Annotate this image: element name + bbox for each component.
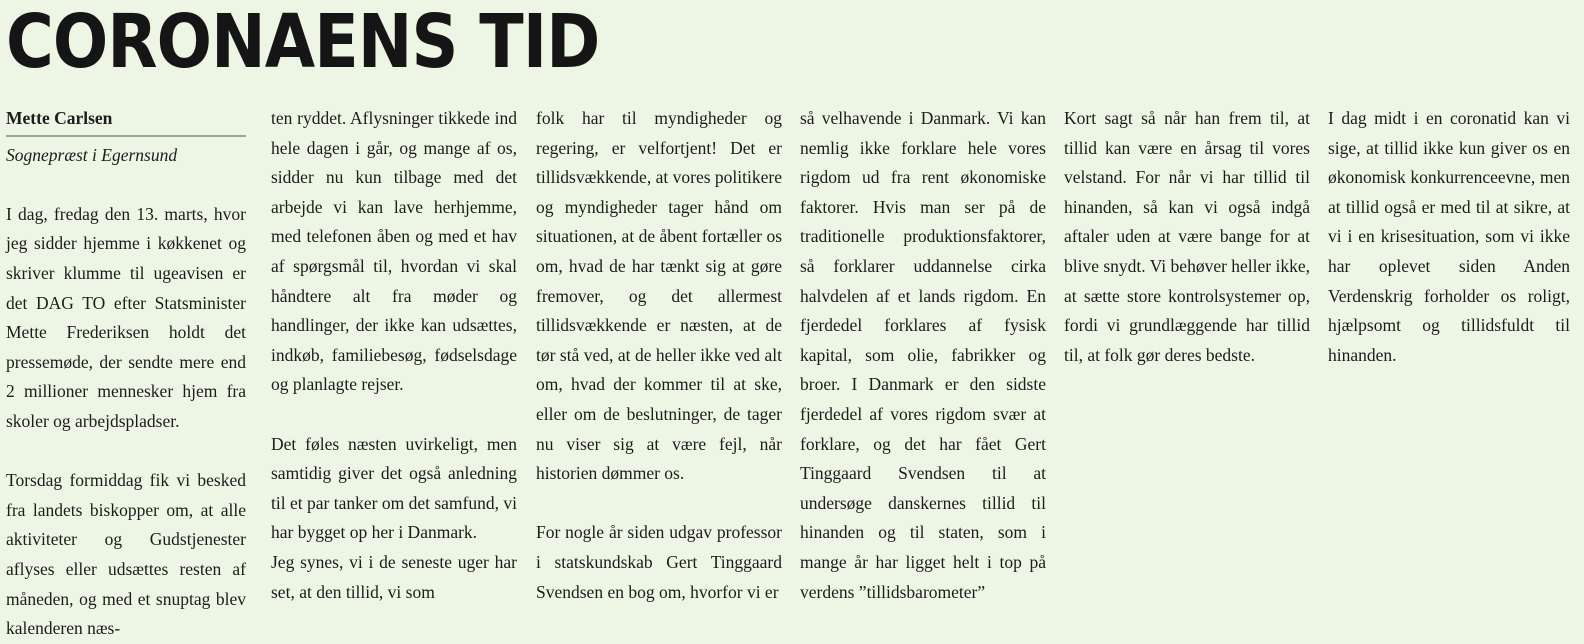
article-column-2 xyxy=(271,104,517,607)
headline: CORONAENS TID xyxy=(6,0,600,85)
paragraph: folk har til myndigheder og regering, er velfortjent! Det er tillidsvækkende, at vores politikere og myndigheder tager hånd om situationen, at de åbent fortæller os om, hvad de har tænkt sig at gøre fremover, og det allermest tillidsvækkende er næsten, at de tør stå ved, at de heller ikke ved alt om, hvad der kommer til at ske, eller om de beslutninger, de tager nu viser sig at være fejl, når historien dømmer os. xyxy=(536,108,782,484)
article-column-4 xyxy=(800,104,1046,607)
author-divider xyxy=(6,135,246,137)
paragraph: For nogle år siden udgav professor i statskundskab Gert Tinggaard Svendsen en bog om, hvorfor vi er xyxy=(536,522,782,602)
paragraph: Jeg synes, vi i de seneste uger har set, at den tillid, vi som xyxy=(271,551,517,602)
article-column-6 xyxy=(1328,104,1570,370)
paragraph: I dag midt i en coronatid kan vi sige, at tillid ikke kun giver os en økonomisk konkurrenceevne, men at tillid også er med til at sikre, at vi i en krisesituation, som vi ikke har oplevet siden Anden Verdenskrig forholder os roligt, hjælpsomt og tillidsfuldt til hinanden. xyxy=(1328,108,1570,365)
author-name: Mette Carlsen xyxy=(6,108,113,128)
article-column-3 xyxy=(536,104,782,607)
article-column-5 xyxy=(1064,104,1310,370)
article-column-1 xyxy=(6,104,246,644)
paragraph: så velhavende i Danmark. Vi kan nemlig ikke forklare hele vores rigdom ud fra rent økonomiske faktorer. Hvis man ser på de traditionelle produktionsfaktorer, så forklarer uddannelse cirka halvdelen af et lands rigdom. En fjerdedel forklares af fysisk kapital, som olie, fabrikker og broer. I Danmark er den sidste fjerdedel af vores rigdom svær at forklare, og det har fået Gert Tinggaard Svendsen til at undersøge danskernes tillid til hinanden og til staten, som i mange år har ligget helt i top på verdens ”tillidsbarometer” xyxy=(800,108,1046,602)
paragraph: Det føles næsten uvirkeligt, men samtidig giver det også anledning til et par tanker om det samfund, vi har bygget op her i Danmark. xyxy=(271,433,517,543)
author-role: Sognepræst i Egernsund xyxy=(6,144,178,165)
paragraph: Kort sagt så når han frem til, at tillid kan være en årsag til vores velstand. For når vi har tillid til hinanden, så kan vi også indgå aftaler uden at være bange for at blive snydt. Vi behøver heller ikke, at sætte store kontrolsystemer op, fordi vi grundlæggende har tillid til, at folk gør deres bedste. xyxy=(1064,108,1310,365)
paragraph: Torsdag formiddag fik vi besked fra landets biskopper om, at alle aktiviteter og Gudstjenester aflyses eller udsættes resten af måneden, og med et snuptag blev kalenderen næs- xyxy=(6,470,246,639)
paragraph: ten ryddet. Aflysninger tikkede ind hele dagen i går, og mange af os, sidder nu kun tilbage med det arbejde vi kan lave herhjemme, med telefonen åben og med et hav af spørgsmål til, hvordan vi skal håndtere alt fra møder og handlinger, der ikke kan udsættes, indkøb, familiebesøg, fødselsdage og planlagte rejser. xyxy=(271,108,517,395)
paragraph: I dag, fredag den 13. marts, hvor jeg sidder hjemme i køkkenet og skriver klumme til ugeavisen er det DAG TO efter Statsminister Mette Frederiksen holdt det pressemøde, der sendte mere end 2 millioner mennesker hjem fra skoler og arbejdspladser. xyxy=(6,203,246,431)
